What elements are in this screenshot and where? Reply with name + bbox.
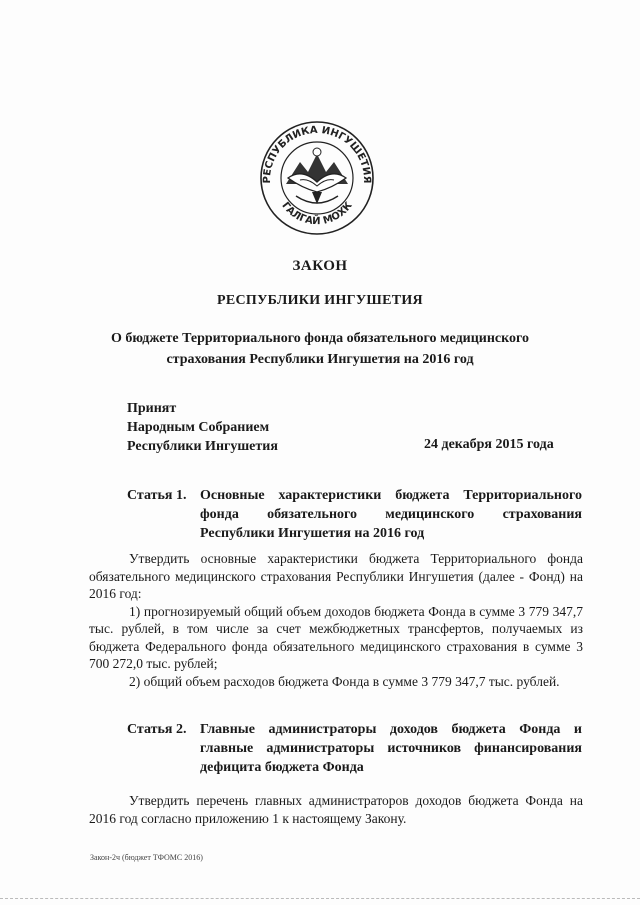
article-heading-text: Главные администраторы доходов бюджета Фонда и главные администраторы источников финансирования дефицита бюджета Фонда	[200, 722, 582, 775]
adopted-line: Народным Собранием	[127, 420, 270, 435]
paragraph: Утвердить перечень главных администраторов доходов бюджета Фонда на 2016 год согласно приложению 1 к настоящему Закону.	[89, 793, 583, 826]
footer-filename: Закон-2ч (бюджет ТФОМС 2016)	[90, 853, 203, 862]
article-1-heading	[127, 486, 582, 543]
adoption-date: 24 декабря 2015 года	[424, 437, 554, 452]
adoption-block	[127, 399, 278, 456]
issuing-republic: РЕСПУБЛИКИ ИНГУШЕТИЯ	[217, 293, 423, 308]
adopted-line: Принят	[127, 401, 177, 416]
paragraph: 1) прогнозируемый общий объем доходов бюджета Фонда в сумме 3 779 347,7 тыс. рублей, в том числе за счет межбюджетных трансфертов, получаемых из бюджета Федерального фонда обязательного медицинского страхования в сумме 3 700 272,0 тыс. рублей;	[89, 603, 583, 671]
paragraph: 2) общий объем расходов бюджета Фонда в сумме 3 779 347,7 тыс. рублей.	[129, 673, 560, 689]
scan-edge-divider	[0, 898, 640, 900]
article-label: Статья 2.	[127, 722, 187, 737]
paragraph: Утвердить основные характеристики бюджета Территориального фонда обязательного медицинского страхования Республики Ингушетия (далее - Фонд) на 2016 год:	[89, 551, 583, 601]
adopted-line: Республики Ингушетия	[127, 439, 278, 454]
article-1-body	[89, 550, 583, 690]
republic-of-ingushetia-emblem-icon	[256, 118, 378, 236]
svg-text:РЕСПУБЛИКА ИНГУШЕТИЯ: РЕСПУБЛИКА ИНГУШЕТИЯ	[261, 124, 373, 184]
article-2-heading	[127, 720, 582, 777]
law-title	[0, 328, 640, 370]
article-label: Статья 1.	[127, 488, 187, 503]
svg-text:ГАЛГАЙ МОХК: ГАЛГАЙ МОХК	[279, 200, 355, 228]
article-2-body	[89, 792, 583, 827]
law-title-line: страхования Республики Ингушетия на 2016 год	[166, 352, 474, 367]
document-type: ЗАКОН	[292, 258, 348, 274]
article-heading-text: Основные характеристики бюджета Территориального фонда обязательного медицинского страхования Республики Ингушетия на 2016 год	[200, 488, 582, 541]
law-title-line: О бюджете Территориального фонда обязательного медицинского	[110, 331, 530, 346]
